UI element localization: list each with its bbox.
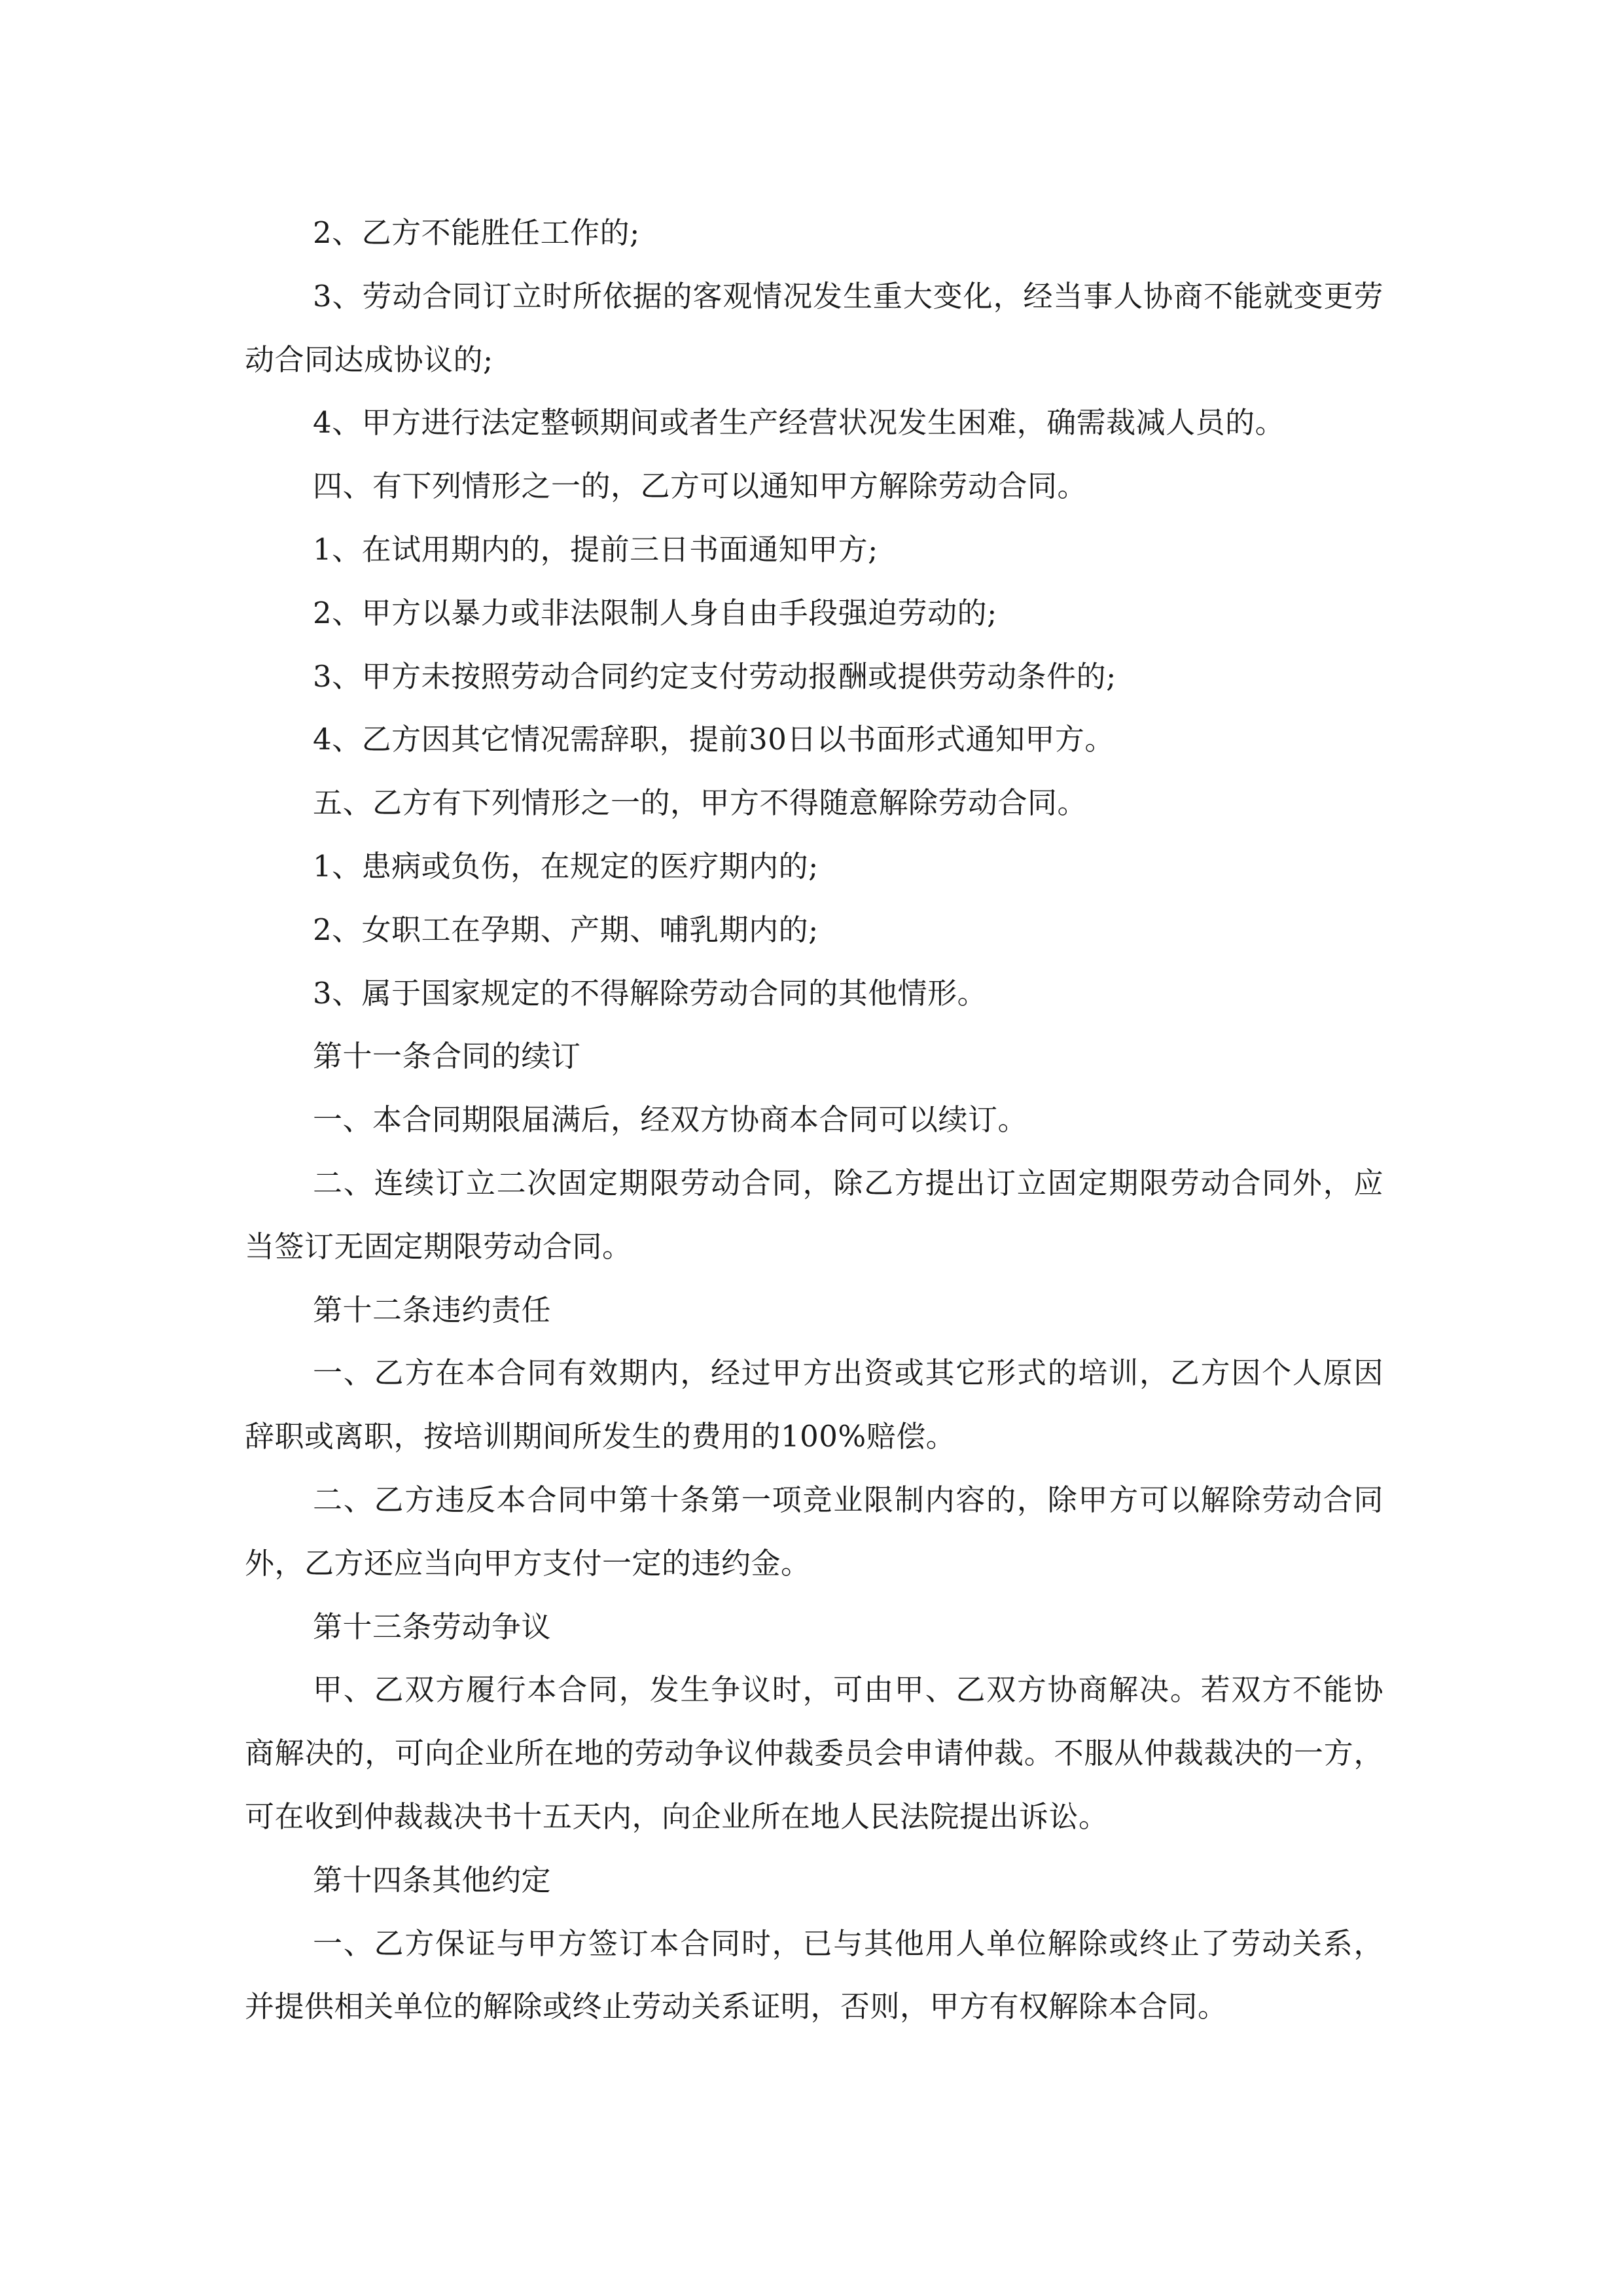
paragraph-clause-two: 二、连续订立二次固定期限劳动合同，除乙方提出订立固定期限劳动合同外，应当签订无固定期限劳动合同。 <box>245 1165 1383 1264</box>
paragraph-item-1: 1、在试用期内的，提前三日书面通知甲方; <box>313 531 878 567</box>
paragraph-item-1: 1、患病或负伤，在规定的医疗期内的; <box>313 848 819 884</box>
section-heading-five: 五、乙方有下列情形之一的，甲方不得随意解除劳动合同。 <box>313 785 1088 821</box>
article-heading-12: 第十二条违约责任 <box>313 1292 552 1327</box>
paragraph-item-3: 3、劳动合同订立时所依据的客观情况发生重大变化，经当事人协商不能就变更劳动合同达成协议的; <box>245 278 1383 377</box>
paragraph-dispute: 甲、乙双方履行本合同，发生争议时，可由甲、乙双方协商解决。若双方不能协商解决的，可向企业所在地的劳动争议仲裁委员会申请仲裁。不服从仲裁裁决的一方，可在收到仲裁裁决书十五天内，向企业所在地人民法院提出诉讼。 <box>245 1672 1383 1834</box>
section-heading-four: 四、有下列情形之一的，乙方可以通知甲方解除劳动合同。 <box>313 469 1088 504</box>
paragraph-item-3: 3、属于国家规定的不得解除劳动合同的其他情形。 <box>313 975 988 1011</box>
paragraph-clause-two: 二、乙方违反本合同中第十条第一项竞业限制内容的，除甲方可以解除劳动合同外，乙方还应当向甲方支付一定的违约金。 <box>245 1482 1383 1581</box>
article-heading-11: 第十一条合同的续订 <box>313 1039 581 1074</box>
paragraph-item-4: 4、甲方进行法定整顿期间或者生产经营状况发生困难，确需裁减人员的。 <box>313 405 1285 440</box>
paragraph-item-3: 3、甲方未按照劳动合同约定支付劳动报酬或提供劳动条件的; <box>313 658 1116 694</box>
article-heading-14: 第十四条其他约定 <box>313 1862 552 1897</box>
paragraph-clause-one: 一、本合同期限届满后，经双方协商本合同可以续订。 <box>313 1102 1028 1138</box>
paragraph-clause-one: 一、乙方在本合同有效期内，经过甲方出资或其它形式的培训，乙方因个人原因辞职或离职，按培训期间所发生的费用的100%赔偿。 <box>245 1355 1383 1454</box>
paragraph-item-2: 2、乙方不能胜任工作的; <box>313 215 640 250</box>
paragraph-item-2: 2、甲方以暴力或非法限制人身自由手段强迫劳动的; <box>313 595 997 630</box>
paragraph-item-2: 2、女职工在孕期、产期、哺乳期内的; <box>313 912 819 947</box>
document-body <box>245 202 1383 2039</box>
article-heading-13: 第十三条劳动争议 <box>313 1609 552 1644</box>
paragraph-clause-one: 一、乙方保证与甲方签订本合同时，已与其他用人单位解除或终止了劳动关系，并提供相关单位的解除或终止劳动关系证明，否则，甲方有权解除本合同。 <box>245 1926 1383 2024</box>
paragraph-item-4: 4、乙方因其它情况需辞职，提前30日以书面形式通知甲方。 <box>313 722 1115 757</box>
